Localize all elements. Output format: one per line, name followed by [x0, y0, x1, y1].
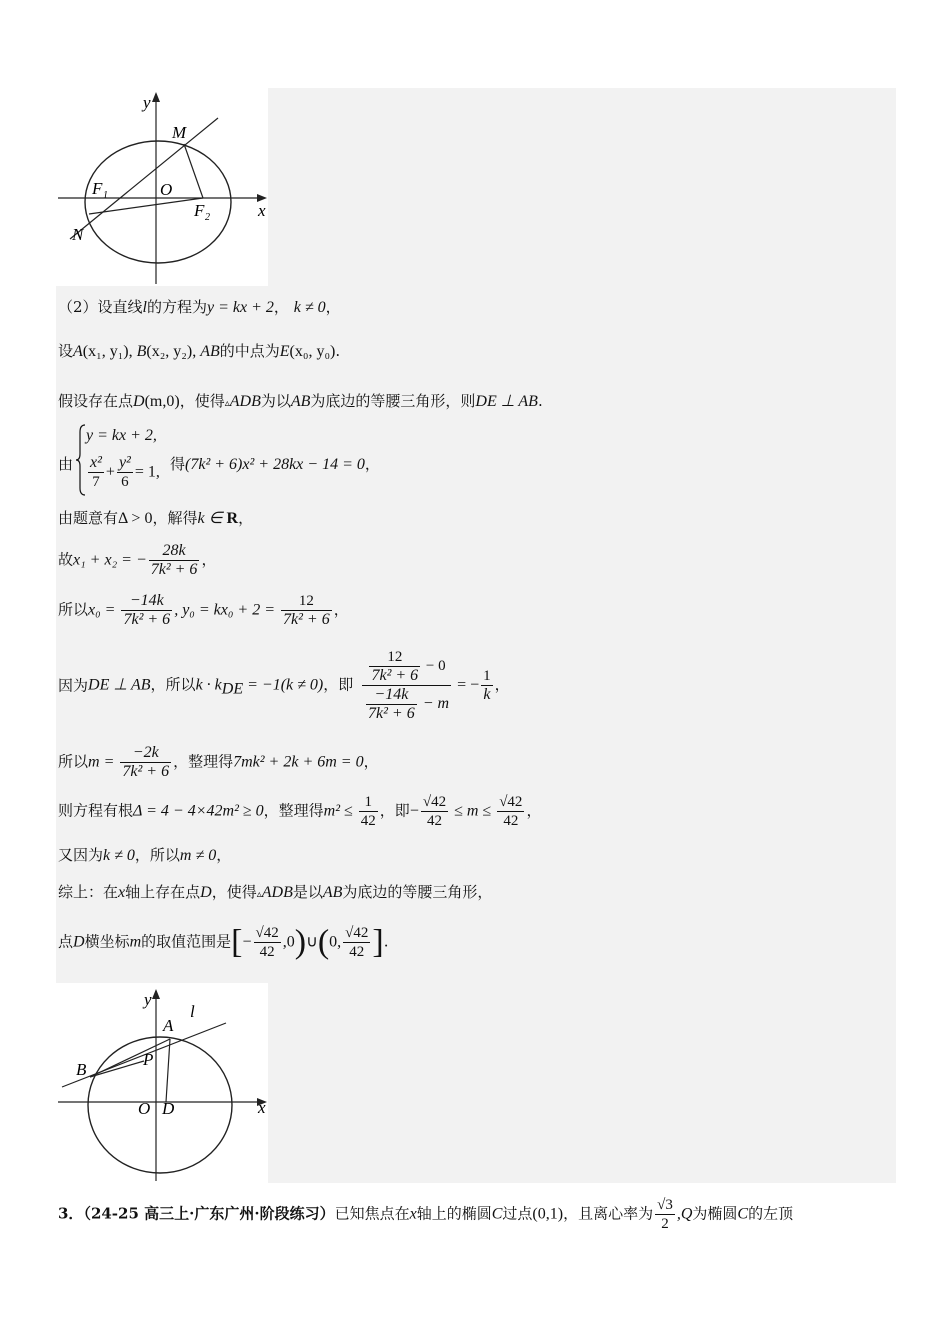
line-13: 点D横坐标m的取值范围是[− $\frac{√42}{42}$ ,0)∪(0, $\frac{√42}{42}$ ]. — [58, 923, 389, 961]
fig2-label-p: P — [143, 1050, 154, 1069]
line-5: 由题意有Δ > 0，解得k ∈ R， — [58, 509, 254, 527]
fig1-label-f1-sub: 1 — [103, 190, 108, 201]
line-3: 假设存在点D(m,0)，使得▵ADB为以AB为底边的等腰三角形，则DE ⊥ AB. — [58, 392, 543, 410]
fig2-label-d: D — [162, 1099, 175, 1118]
figure-1 — [56, 88, 268, 286]
fig2-label-l: l — [190, 1002, 195, 1021]
shaded-panel-top — [268, 88, 896, 286]
problem-3: 3．（24-25 高三上·广东广州·阶段练习）已知焦点在x轴上的椭圆C过点(0,1)，且离心率为 $\frac{√3}{2}$ ,Q为椭圆C的左顶 — [58, 1197, 794, 1232]
shaded-panel-bottom — [268, 983, 896, 1183]
line-9: 所以m = $\frac{-2k}{\text{7k² + 6}}$ ，整理得7mk² + 2k + 6m = 0， — [58, 744, 379, 780]
fig2-label-a: A — [163, 1016, 174, 1035]
fig1-label-m: M — [172, 123, 187, 142]
fig2-label-y: y — [144, 990, 152, 1009]
fig1-label-f1: F — [92, 179, 103, 198]
line-12: 综上：在x轴上存在点D，使得▵ADB是以AB为底边的等腰三角形， — [58, 883, 493, 901]
line-11: 又因为k ≠ 0，所以m ≠ 0， — [58, 846, 232, 864]
left-brace — [76, 424, 86, 496]
line-2: 设A(x₁, y₁), B(x₂, y₂), AB的中点为E(x₀, y₀). — [58, 342, 341, 360]
fig2-label-o: O — [138, 1099, 151, 1118]
complex-fraction: $\frac{12}{\text{7k² + 6}}$ − 0 $\frac{-14k}{\text{7k² + 6}}$ − m — [362, 648, 451, 723]
fig2-label-b: B — [76, 1060, 87, 1079]
fig1-label-f2-sub: 2 — [205, 212, 210, 223]
line-1: （2）设直线l的方程为y = kx + 2， k ≠ 0， — [58, 298, 341, 316]
line-10: 则方程有根Δ = 4 − 4×42m² ≥ 0，整理得m² ≤ $\frac{1}{42}$ ，即− $\frac{√42}{42}$ ≤ m ≤ $\frac{√42}{42}$ ， — [58, 794, 542, 829]
line-8: 因为DE ⊥ AB，所以$k \cdot k_{DE} = -1(k \ne 0)$，即 $\frac{12}{\text{7k² + 6}}$ − 0 $\frac{-14k}{\text{7k² + 6}}$ − m = − $\frac{1}{k}$ ， — [58, 649, 510, 722]
figure-2 — [56, 983, 268, 1183]
line-7: 所以x₀ = $\frac{-14k}{\text{7k² + 6}}$ , y₀ = kx₀ + 2 = $\frac{12}{\text{7k² + 6}}$ ， — [58, 592, 349, 628]
line-6: 故x₁ + x₂ = − $\frac{28k}{\text{7k² + 6}}$ ， — [58, 542, 217, 578]
fig1-label-o: O — [160, 180, 173, 199]
fig1-label-x: x — [258, 201, 266, 220]
fig1-label-f2: F — [194, 201, 205, 220]
fig1-label-y: y — [143, 93, 151, 112]
fig2-label-x: x — [258, 1098, 266, 1117]
fig1-label-n: N — [72, 225, 84, 244]
